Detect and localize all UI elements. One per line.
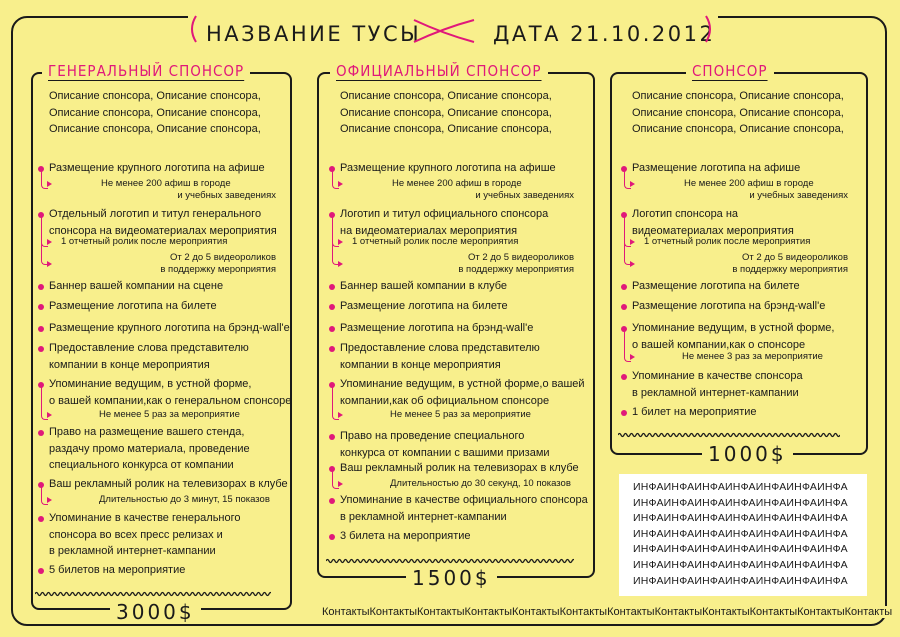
bullet-dot — [38, 430, 44, 436]
arrow-icon — [338, 481, 343, 487]
sponsor-description-line: Описание спонсора, Описание спонсора, — [340, 123, 552, 135]
benefit-line: Ваш рекламный ролик на телевизорах в клубе — [340, 462, 579, 474]
info-line: ИНФАИНФАИНФАИНФАИНФАИНФАИНФА — [633, 496, 848, 509]
sub-benefit-line: 1 отчетный ролик после мероприятия — [644, 236, 811, 247]
header — [0, 4, 900, 60]
arrow-icon — [47, 181, 52, 187]
column-title: СПОНСОР — [686, 62, 774, 80]
column-title: ОФИЦИАЛЬНЫЙ СПОНСОР — [330, 62, 548, 80]
benefit-line: компании в конце мероприятия — [340, 358, 501, 371]
sub-benefit-line: Не менее 200 афиш в городе — [392, 178, 522, 189]
benefit-line: видеоматериалах мероприятия — [632, 224, 794, 237]
benefit-line: Упоминание ведущим, в устной форме,о вашей — [340, 378, 585, 390]
bullet-dot — [329, 304, 335, 310]
benefit-line: Баннер вашей компании на сцене — [49, 280, 224, 292]
benefit-line: Упоминание ведущим, в устной форме, — [49, 378, 252, 390]
benefit-line: конкурса от компании с вашими призами — [340, 446, 550, 459]
benefit-line: Размещение логотипа на билете — [49, 300, 217, 312]
benefit-line: в рекламной интернет-кампании — [632, 386, 799, 399]
benefit-line: специального конкурса от компании — [49, 459, 234, 471]
sub-benefit-line: От 2 до 5 видеороликов — [468, 252, 574, 263]
sub-benefit-line: Не менее 3 раз за мероприятие — [682, 351, 823, 362]
bullet-dot — [621, 410, 627, 416]
sub-benefit-line: и учебных заведениях — [749, 190, 848, 201]
sub-benefit-line: Не менее 200 афиш в городе — [101, 178, 231, 189]
sub-benefit-line: Длительностью до 30 секунд, 10 показов — [390, 478, 571, 489]
benefit-line: Логотип спонсора на — [632, 208, 739, 220]
price-label: 1500$ — [406, 566, 497, 590]
bullet-dot — [38, 326, 44, 332]
bullet-dot — [329, 434, 335, 440]
sponsor-description-line: Описание спонсора, Описание спонсора, — [632, 90, 844, 102]
sub-benefit-line: От 2 до 5 видеороликов — [742, 252, 848, 263]
benefit-line: Баннер вашей компании в клубе — [340, 280, 508, 292]
benefit-line: 5 билетов на мероприятие — [49, 564, 186, 576]
benefit-line: Размещение крупного логотипа на афише — [340, 162, 556, 174]
price-label: 3000$ — [110, 600, 201, 624]
bullet-dot — [38, 346, 44, 352]
benefit-line: Размещение крупного логотипа на брэнд-wall'e — [49, 322, 290, 334]
bullet-dot — [621, 304, 627, 310]
wavy-divider — [618, 431, 840, 439]
arrow-icon — [47, 261, 52, 267]
benefit-line: Предоставление слова представителю — [49, 342, 249, 354]
benefit-line: Размещение логотипа на афише — [632, 162, 801, 174]
benefit-line: 1 билет на мероприятие — [632, 406, 757, 418]
benefit-line: Упоминание ведущим, в устной форме, — [632, 322, 835, 334]
info-box — [619, 474, 867, 596]
benefit-line: Упоминание в качестве официального спонсора — [340, 494, 588, 506]
bullet-dot — [38, 304, 44, 310]
arrow-icon — [630, 181, 635, 187]
benefit-line: Упоминание в качестве спонсора — [632, 370, 803, 382]
bullet-dot — [621, 374, 627, 380]
benefit-line: в рекламной интернет-кампании — [49, 545, 216, 557]
arrow-icon — [47, 412, 52, 418]
info-line: ИНФАИНФАИНФАИНФАИНФАИНФАИНФА — [633, 543, 848, 556]
right-bracket-icon — [704, 14, 716, 44]
info-line: ИНФАИНФАИНФАИНФАИНФАИНФАИНФА — [633, 512, 848, 525]
sponsor-description-line: Описание спонсора, Описание спонсора, — [340, 106, 552, 119]
cross-icon — [412, 16, 476, 46]
sub-benefit-line: Не менее 5 раз за мероприятие — [99, 409, 240, 420]
sub-benefit-line: и учебных заведениях — [475, 190, 574, 201]
benefit-line: раздачу промо материала, проведение — [49, 442, 250, 455]
sub-benefit-line: и учебных заведениях — [177, 190, 276, 201]
info-line: ИНФАИНФАИНФАИНФАИНФАИНФАИНФА — [633, 527, 848, 540]
benefit-line: спонсора во всех пресс релизах и — [49, 528, 223, 541]
benefit-line: Предоставление слова представителю — [340, 342, 540, 354]
benefit-line: Право на размещение вашего стенда, — [49, 426, 245, 438]
info-line: ИНФАИНФАИНФАИНФАИНФАИНФАИНФА — [633, 558, 848, 571]
benefit-line: Размещение крупного логотипа на афише — [49, 162, 265, 174]
benefit-line: 3 билета на мероприятие — [340, 530, 471, 542]
sponsor-description-line: Описание спонсора, Описание спонсора, — [340, 90, 552, 102]
wavy-divider — [326, 557, 574, 565]
price-label: 1000$ — [702, 442, 793, 466]
bullet-dot — [329, 534, 335, 540]
wavy-divider — [35, 590, 271, 598]
benefit-line: компании,как об официальном спонсоре — [340, 394, 550, 407]
left-bracket-icon — [186, 14, 198, 44]
benefit-line: Логотип и титул официального спонсора — [340, 208, 549, 220]
event-date: ДАТА 21.10.2012 — [493, 22, 716, 46]
info-line: ИНФАИНФАИНФАИНФАИНФАИНФАИНФА — [633, 574, 848, 587]
bullet-dot — [329, 346, 335, 352]
bullet-dot — [329, 326, 335, 332]
benefit-line: Отдельный логотип и титул генерального — [49, 208, 262, 220]
bullet-dot — [329, 284, 335, 290]
sponsor-description-line: Описание спонсора, Описание спонсора, — [49, 90, 261, 102]
bullet-dot — [329, 498, 335, 504]
sub-benefit-line: 1 отчетный ролик после мероприятия — [61, 236, 228, 247]
sub-benefit-line: Не менее 5 раз за мероприятие — [390, 409, 531, 420]
sub-benefit-line: в поддержку мероприятия — [732, 264, 848, 275]
benefit-line: Ваш рекламный ролик на телевизорах в клубе — [49, 478, 288, 490]
benefit-line: в рекламной интернет-кампании — [340, 510, 507, 523]
benefit-line: на видеоматериалах мероприятия — [340, 224, 518, 237]
bullet-dot — [38, 516, 44, 522]
benefit-line: о вашей компании,как о спонсоре — [632, 338, 806, 351]
bullet-dot — [38, 568, 44, 574]
sponsor-description-line: Описание спонсора, Описание спонсора, — [49, 106, 261, 119]
sponsor-description-line: Описание спонсора, Описание спонсора, — [632, 123, 844, 135]
column-title: ГЕНЕРАЛЬНЫЙ СПОНСОР — [42, 62, 250, 80]
benefit-line: Размещение логотипа на брэнд-wall'e — [632, 300, 826, 312]
benefit-line: спонсора на видеоматериалах мероприятия — [49, 224, 277, 237]
sub-benefit-line: Длительностью до 3 минут, 15 показов — [99, 494, 270, 505]
event-name: НАЗВАНИЕ ТУСЫ — [206, 22, 422, 46]
benefit-line: компании в конце мероприятия — [49, 358, 210, 371]
benefit-line: Упоминание в качестве генерального — [49, 512, 241, 524]
sub-benefit-line: в поддержку мероприятия — [458, 264, 574, 275]
sub-benefit-line: Не менее 200 афиш в городе — [684, 178, 814, 189]
benefit-line: Размещение логотипа на билете — [340, 300, 508, 312]
bullet-dot — [38, 284, 44, 290]
sub-benefit-line: От 2 до 5 видеороликов — [170, 252, 276, 263]
sponsor-description-line: Описание спонсора, Описание спонсора, — [49, 123, 261, 135]
benefit-line: о вашей компании,как о генеральном спонсоре — [49, 394, 292, 407]
arrow-icon — [338, 412, 343, 418]
arrow-icon — [47, 497, 52, 503]
benefit-line: Право на проведение специального — [340, 430, 525, 442]
arrow-icon — [630, 261, 635, 267]
sub-benefit-line: 1 отчетный ролик после мероприятия — [352, 236, 519, 247]
benefit-line: Размещение логотипа на брэнд-wall'e — [340, 322, 534, 334]
contacts-line: КонтактыКонтактыКонтактыКонтактыКонтактыКонтактыКонтактыКонтактыКонтактыКонтактыКонтактыКонтакты — [322, 606, 893, 618]
arrow-icon — [338, 181, 343, 187]
bullet-dot — [621, 284, 627, 290]
sponsor-description-line: Описание спонсора, Описание спонсора, — [632, 106, 844, 119]
arrow-icon — [630, 354, 635, 360]
arrow-icon — [338, 261, 343, 267]
benefit-line: Размещение логотипа на билете — [632, 280, 800, 292]
sub-benefit-line: в поддержку мероприятия — [160, 264, 276, 275]
info-line: ИНФАИНФАИНФАИНФАИНФАИНФАИНФА — [633, 481, 848, 493]
